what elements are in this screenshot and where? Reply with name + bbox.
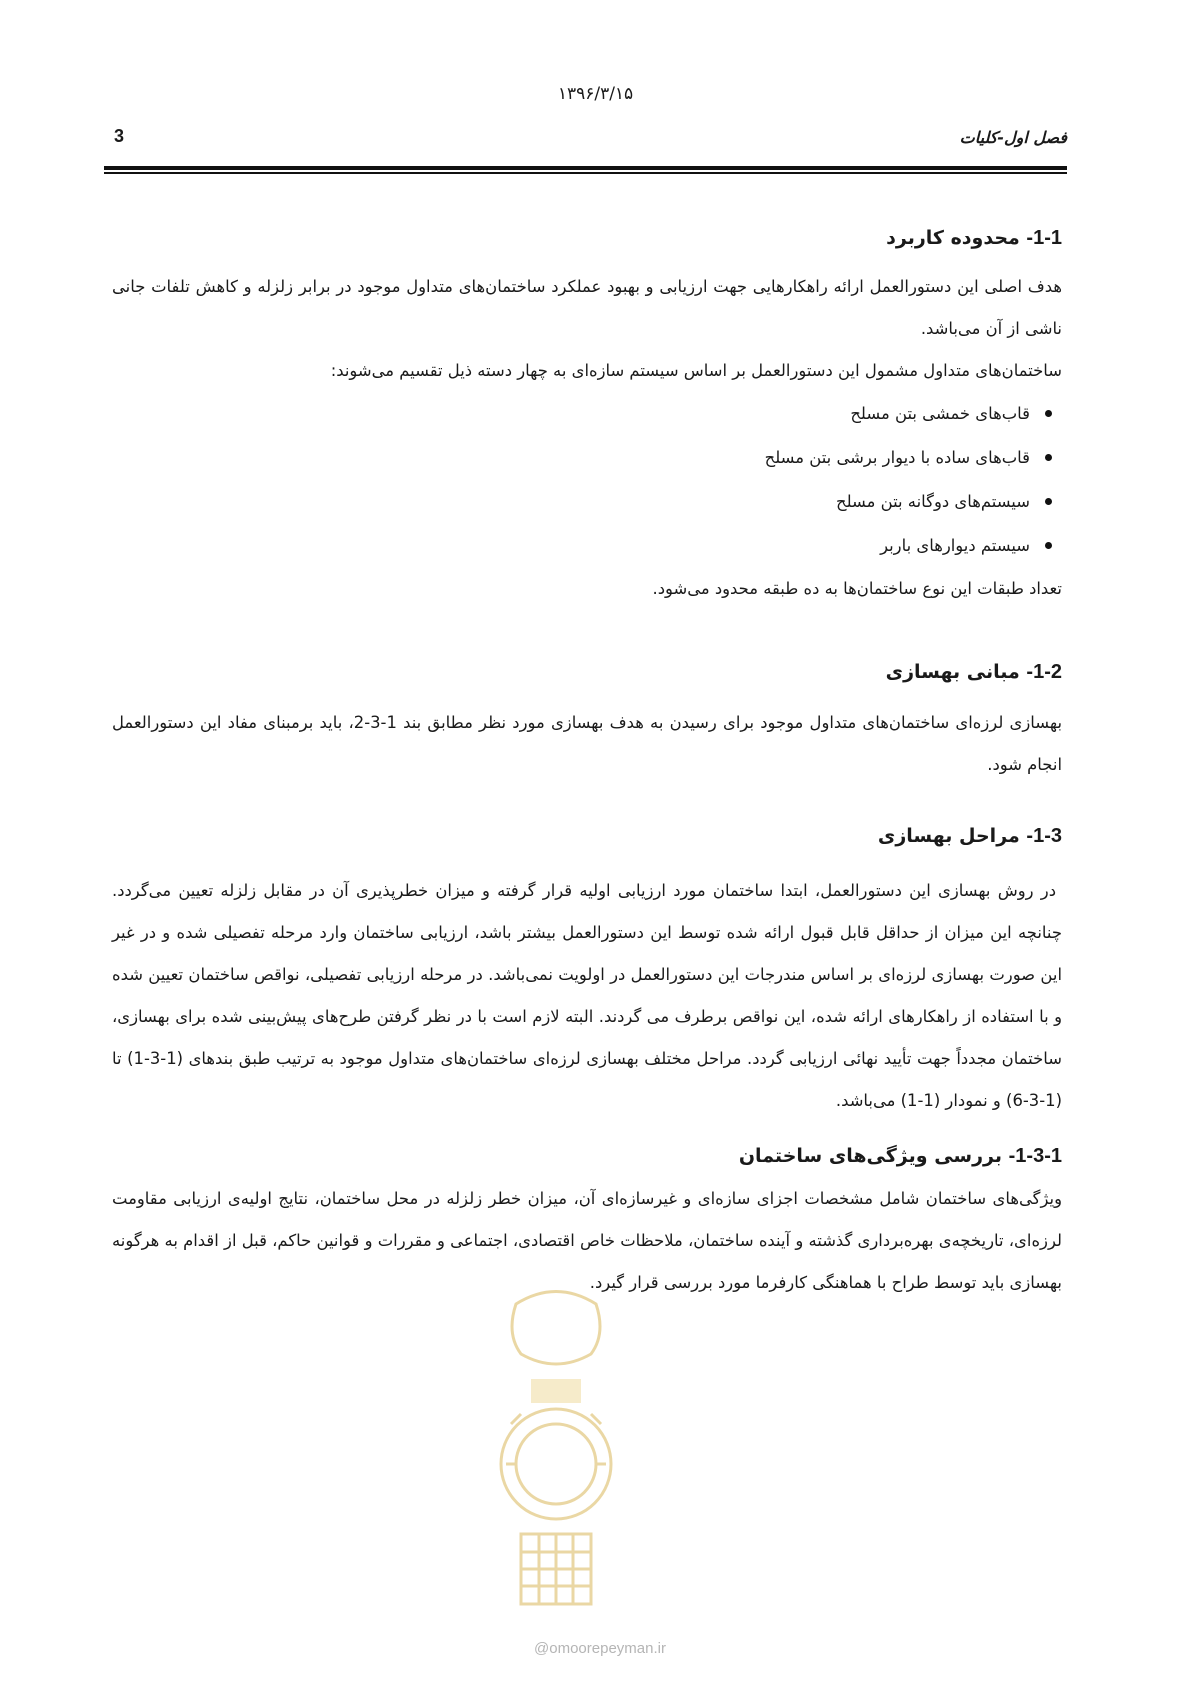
section-title: محدوده کاربرد xyxy=(886,227,1020,249)
chapter-title: فصل اول-کلیات xyxy=(959,128,1067,147)
list-item: سیستم دیوارهای باربر xyxy=(112,524,1054,568)
paragraph: ویژگی‌های ساختمان شامل مشخصات اجزای سازه‌ای و غیرسازه‌ای آن، میزان خطر زلزله در محل ساختمان، نتایج اولیه‌ی ارزیابی مقاومت لرزه‌ای، تاریخچه‌ی بهره‌برداری گذشته و آینده ساختمان، ملاحظات خاص اقتصادی، اجتماعی و مقررات و قوانین حاکم، قبل از اقدام به هرگونه بهسازی باید توسط طراح با هماهنگی کارفرما مورد بررسی قرار گیرد. xyxy=(112,1189,1062,1292)
section-heading-1-3 xyxy=(112,816,1062,856)
bullet-list xyxy=(112,392,1062,568)
section-number: 1-3- xyxy=(1026,825,1062,847)
section-number: 1-3-1- xyxy=(1008,1145,1062,1167)
section-title: بررسی ویژگی‌های ساختمان xyxy=(738,1145,1002,1167)
watermark-url: @omoorepeyman.ir xyxy=(534,1640,666,1657)
section-heading-1-2 xyxy=(112,652,1062,692)
section-title: مراحل بهسازی xyxy=(877,825,1020,847)
paragraph: تعداد طبقات این نوع ساختمان‌ها به ده طبقه محدود می‌شود. xyxy=(652,579,1062,598)
header-rule-thick xyxy=(104,166,1067,170)
paragraph: بهسازی لرزه‌ای ساختمان‌های متداول موجود برای رسیدن به هدف بهسازی مورد نظر مطابق بند 1-3-2، باید برمبنای مفاد این دستورالعمل انجام شود. xyxy=(112,713,1062,774)
document-body xyxy=(112,218,1062,1304)
page-number: 3 xyxy=(114,126,125,146)
section-title: مبانی بهسازی xyxy=(885,661,1020,683)
list-item: قاب‌های خمشی بتن مسلح xyxy=(112,392,1054,436)
paragraph: ساختمان‌های متداول مشمول این دستورالعمل بر اساس سیستم سازه‌ای به چهار دسته ذیل تقسیم می‌شوند: xyxy=(330,361,1062,380)
page-header xyxy=(104,128,1067,158)
list-item: قاب‌های ساده با دیوار برشی بتن مسلح xyxy=(112,436,1054,480)
section-heading-1-3-1 xyxy=(112,1136,1062,1176)
paragraph: در روش بهسازی این دستورالعمل، ابتدا ساختمان مورد ارزیابی اولیه قرار گرفته و میزان خطرپذیری آن در مقابل زلزله تعیین می‌گردد. چنانچه این میزان از حداقل قابل قبول ارائه شده توسط این دستورالعمل بیشتر باشد، ارزیابی ساختمان وارد مرحله تفصیلی شده و در غیر این صورت بهسازی لرزه‌ای بر اساس مندرجات این دستورالعمل در اولویت نمی‌باشد. در مرحله ارزیابی تفصیلی، نواقص ساختمان تعیین شده و با استفاده از راهکارهای ارائه شده، این نواقص برطرف می گردند. البته لازم است با در نظر گرفتن طرح‌های پیش‌بینی شده برای بهسازی، ساختمان مجدداً جهت تأیید نهائی ارزیابی گردد. مراحل مختلف بهسازی لرزه‌ای ساختمان‌های متداول موجود به ترتیب طبق بندهای (1-3-1) تا (1-3-6) و نمودار (1-1) می‌باشد. xyxy=(112,881,1062,1110)
seal-logo-icon xyxy=(496,1284,616,1619)
page-date: ۱۳۹۶/۳/۱۵ xyxy=(557,84,634,104)
paragraph: هدف اصلی این دستورالعمل ارائه راهکارهایی جهت ارزیابی و بهبود عملکرد ساختمان‌های متداول موجود در برابر زلزله و کاهش تلفات جانی ناشی از آن می‌باشد. xyxy=(112,277,1062,338)
section-heading-1-1 xyxy=(112,218,1062,258)
header-rule-thin xyxy=(104,172,1067,174)
list-item: سیستم‌های دوگانه بتن مسلح xyxy=(112,480,1054,524)
section-number: 1-1- xyxy=(1026,227,1062,249)
section-number: 1-2- xyxy=(1026,661,1062,683)
